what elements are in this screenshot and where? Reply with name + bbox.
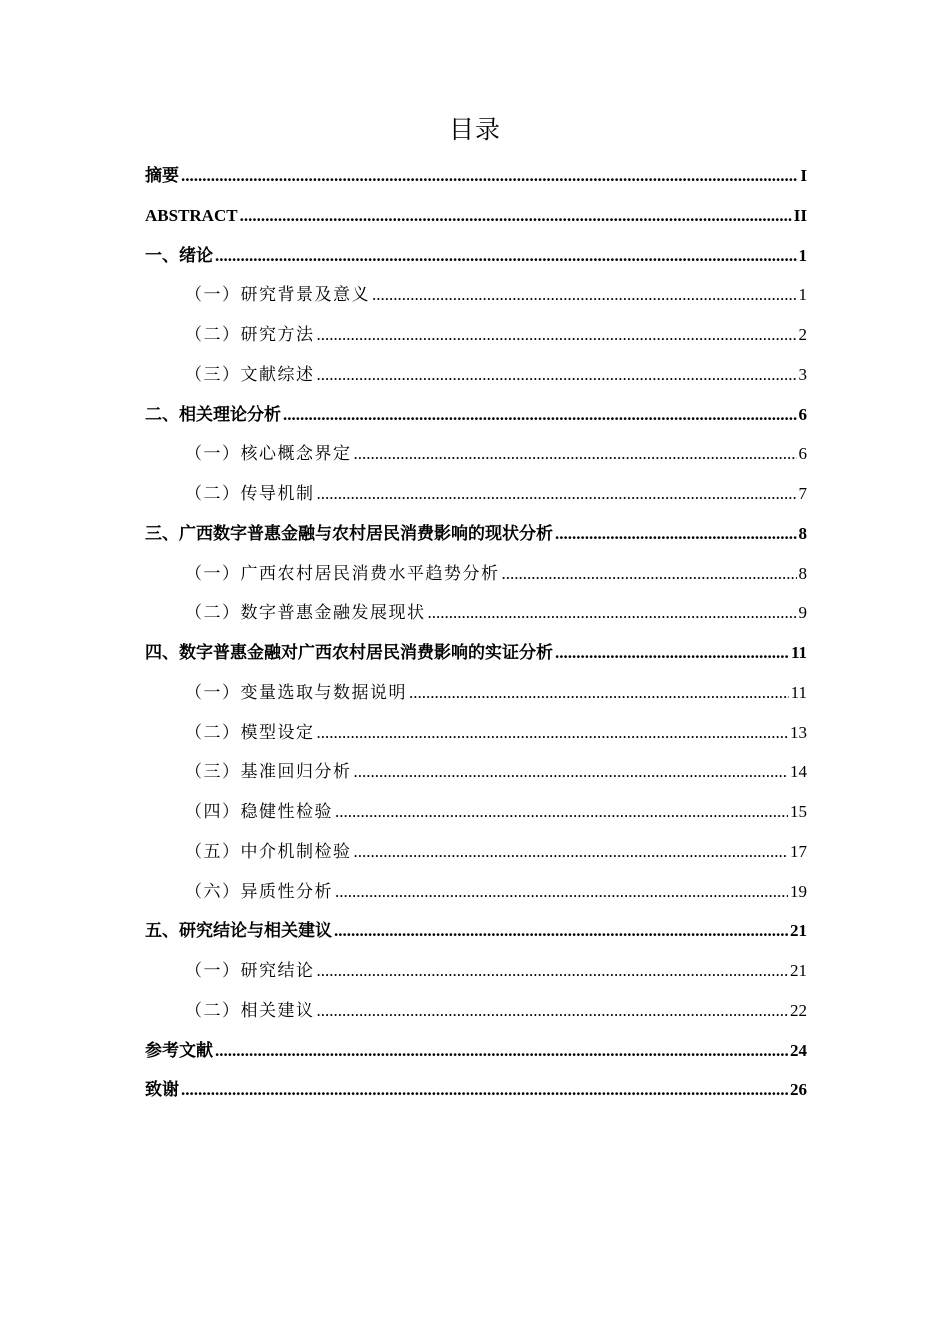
dot-leader xyxy=(317,713,789,753)
toc-entry-label: 一、绪论 xyxy=(145,245,213,265)
toc-entry-page: 1 xyxy=(798,285,807,305)
dot-leader xyxy=(354,832,789,872)
toc-subentry[interactable] xyxy=(145,872,807,912)
toc-entry-label: 四、数字普惠金融对广西农村居民消费影响的实证分析 xyxy=(145,643,553,662)
dot-leader xyxy=(428,593,797,633)
toc-entry-label: （一）变量选取与数据说明 xyxy=(185,682,407,702)
toc-entry-page: 2 xyxy=(798,325,807,344)
toc-subentry[interactable] xyxy=(145,275,807,315)
dot-leader xyxy=(409,673,789,713)
toc-subentry[interactable] xyxy=(145,593,807,633)
toc-entry-label: （六）异质性分析 xyxy=(185,881,333,901)
toc-entry[interactable] xyxy=(145,1031,807,1071)
toc-entry[interactable] xyxy=(145,633,807,673)
toc-subentry[interactable] xyxy=(145,554,807,594)
toc-entry-label: 三、广西数字普惠金融与农村居民消费影响的现状分析 xyxy=(145,523,553,543)
toc-entry-page: 26 xyxy=(790,1080,807,1100)
toc-entry-page: 14 xyxy=(790,762,807,782)
toc-entry-label: 二、相关理论分析 xyxy=(145,404,281,424)
toc-entry-page: 11 xyxy=(790,682,807,702)
toc-entry-page: I xyxy=(800,166,807,185)
dot-leader xyxy=(502,554,797,594)
toc-title: 目录 xyxy=(448,115,501,144)
toc-entry-label: （四）稳健性检验 xyxy=(185,802,333,821)
toc-entry[interactable] xyxy=(145,1070,807,1110)
toc-subentry[interactable] xyxy=(145,991,807,1031)
toc-entry-page: 24 xyxy=(790,1040,807,1060)
dot-leader xyxy=(317,315,797,355)
toc-subentry[interactable] xyxy=(145,434,807,474)
toc-entry-label: （一）研究背景及意义 xyxy=(185,285,370,305)
toc-subentry[interactable] xyxy=(145,752,807,792)
toc-entry[interactable] xyxy=(145,395,807,435)
toc-entry-label: （二）传导机制 xyxy=(185,484,315,503)
toc-entry-page: 7 xyxy=(798,484,807,503)
toc-entry-page: 6 xyxy=(798,444,807,464)
toc-subentry[interactable] xyxy=(145,713,807,753)
dot-leader xyxy=(335,872,788,912)
toc-entry-page: 3 xyxy=(798,364,807,384)
toc-entry-page: 19 xyxy=(790,881,807,901)
toc-entry-page: 22 xyxy=(790,1000,807,1020)
dot-leader xyxy=(215,236,797,276)
dot-leader xyxy=(555,633,789,673)
toc-entry-page: 8 xyxy=(798,563,807,583)
dot-leader xyxy=(181,1070,788,1110)
toc-entry-page: II xyxy=(793,205,807,225)
dot-leader xyxy=(215,1031,788,1071)
dot-leader xyxy=(317,474,797,514)
dot-leader xyxy=(372,275,797,315)
toc-entry-label: （五）中介机制检验 xyxy=(185,841,352,861)
toc-entry-label: （二）模型设定 xyxy=(185,722,315,742)
toc-entry-label: （三）基准回归分析 xyxy=(185,762,352,782)
toc-subentry[interactable] xyxy=(145,832,807,872)
toc-entry-label: ABSTRACT xyxy=(145,205,238,225)
toc-entry-page: 1 xyxy=(798,245,807,265)
toc-entry-label: 摘要 xyxy=(145,166,179,185)
dot-leader xyxy=(317,355,797,395)
toc-entry-page: 21 xyxy=(790,921,807,941)
toc-entry-label: （一）广西农村居民消费水平趋势分析 xyxy=(185,563,500,583)
toc-subentry[interactable] xyxy=(145,792,807,832)
dot-leader xyxy=(334,911,788,951)
toc-entry-label: （二）研究方法 xyxy=(185,325,315,344)
toc-entry-page: 6 xyxy=(798,404,807,424)
toc-subentry[interactable] xyxy=(145,951,807,991)
toc-entry-label: 参考文献 xyxy=(145,1040,213,1060)
dot-leader xyxy=(354,752,789,792)
toc-entry-page: 13 xyxy=(790,722,807,742)
toc-entry-page: 8 xyxy=(798,523,807,543)
dot-leader xyxy=(240,196,792,236)
dot-leader xyxy=(555,514,797,554)
toc-entry-label: 致谢 xyxy=(145,1080,179,1100)
dot-leader xyxy=(317,951,789,991)
dot-leader xyxy=(283,395,797,435)
toc-entry-label: （一）核心概念界定 xyxy=(185,444,352,464)
dot-leader xyxy=(317,991,789,1031)
toc-subentry[interactable] xyxy=(145,474,807,514)
toc-entry-label: （二）数字普惠金融发展现状 xyxy=(185,603,426,623)
toc-entry[interactable] xyxy=(145,196,807,236)
toc-subentry[interactable] xyxy=(145,315,807,355)
toc-entry-label: （三）文献综述 xyxy=(185,364,315,384)
dot-leader xyxy=(354,434,797,474)
toc-entry[interactable] xyxy=(145,911,807,951)
toc-entry-page: 9 xyxy=(798,603,807,623)
toc-entry-label: （二）相关建议 xyxy=(185,1000,315,1020)
toc-entry-label: （一）研究结论 xyxy=(185,961,315,980)
dot-leader xyxy=(181,156,798,196)
toc-entry-page: 15 xyxy=(790,802,807,821)
dot-leader xyxy=(335,792,788,832)
toc-subentry[interactable] xyxy=(145,355,807,395)
toc-entry[interactable] xyxy=(145,236,807,276)
toc-entry-page: 21 xyxy=(790,961,807,980)
toc-entry[interactable] xyxy=(145,156,807,196)
toc-entry-page: 11 xyxy=(790,643,807,662)
toc-entry-page: 17 xyxy=(790,841,807,861)
toc-entry[interactable] xyxy=(145,514,807,554)
toc-subentry[interactable] xyxy=(145,673,807,713)
toc-entry-label: 五、研究结论与相关建议 xyxy=(145,921,332,941)
toc-list xyxy=(145,156,807,1110)
